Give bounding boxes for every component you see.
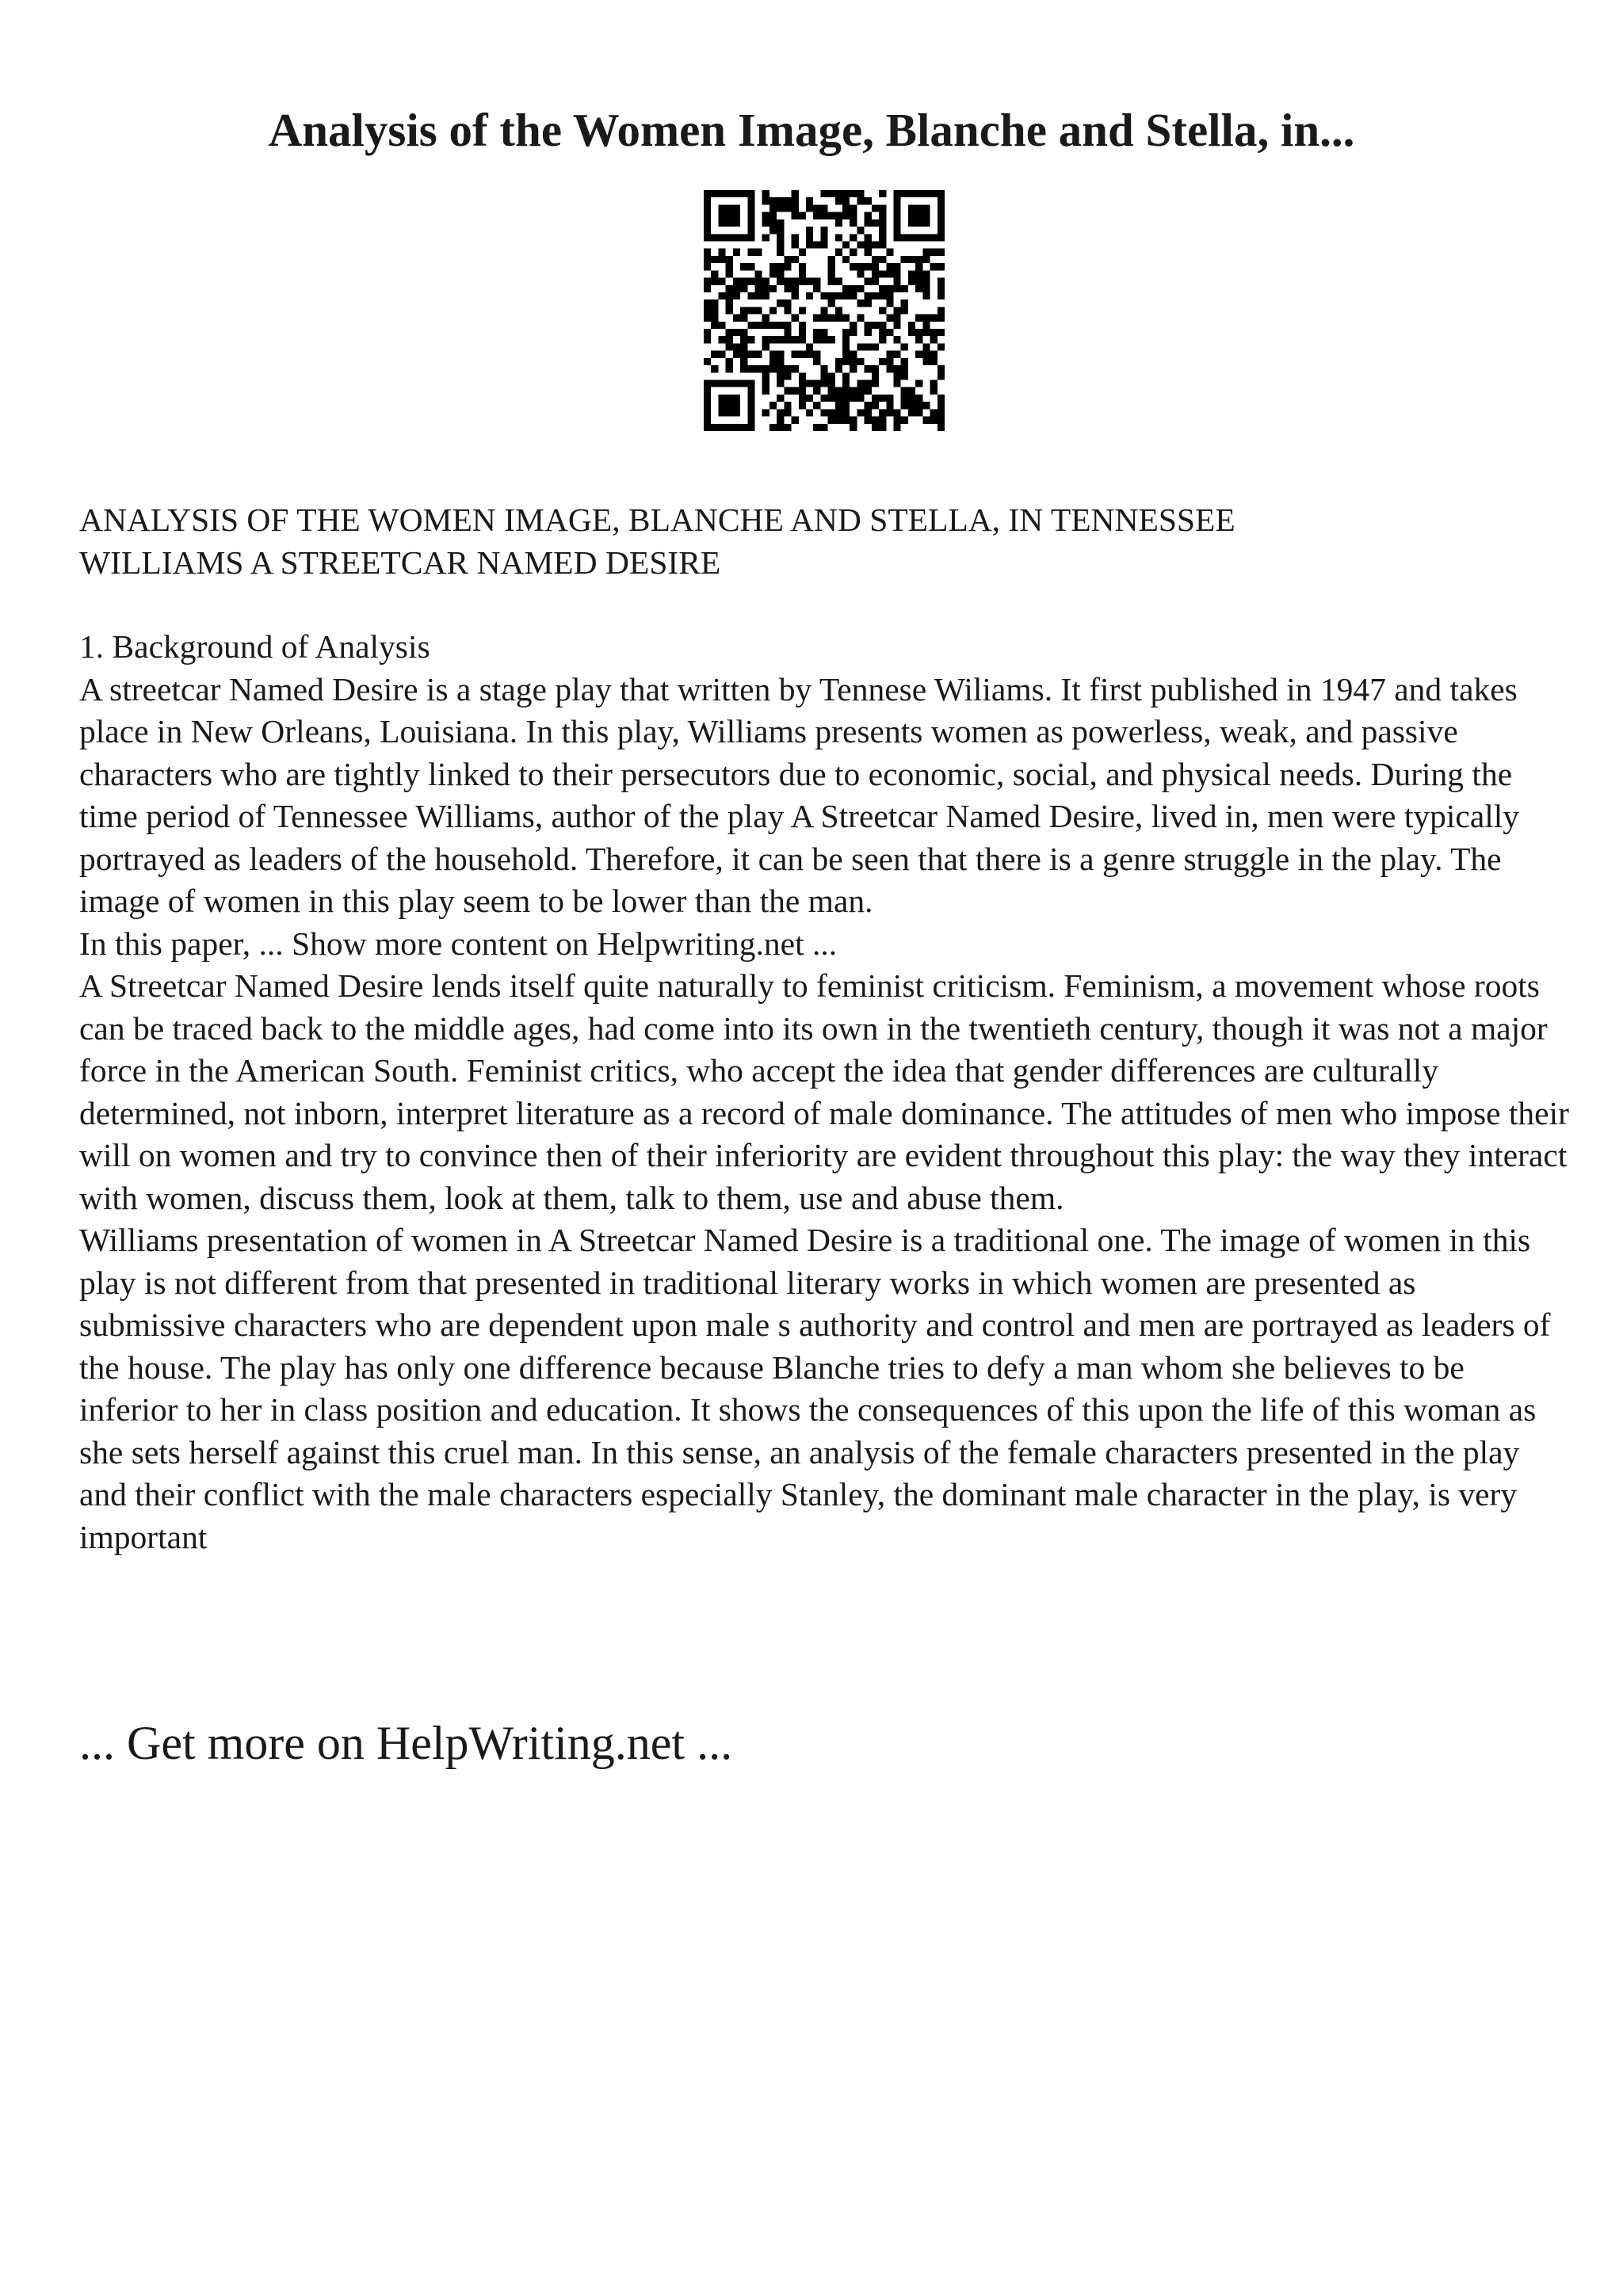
document-heading-line-2: WILLIAMS A STREETCAR NAMED DESIRE [79, 543, 721, 581]
document-body [79, 499, 1569, 1558]
qr-code-icon[interactable] [704, 190, 945, 431]
paragraph-feminist-criticism: A Streetcar Named Desire lends itself quite naturally to feminist criticism. Feminism, a movement whose roots can be traced back to the middle ages, had come into its own in the twentieth century, though it was not a major force in the American South. Feminist critics, who accept the idea that gender differences are culturally determined, not inborn, interpret literature as a record of male dominance. The attitudes of men who impose their will on women and try to convince then of their inferiority are evident throughout this play: the way they interact with women, discuss them, look at them, talk to them, use and abuse them. [79, 967, 1569, 1216]
get-more-link[interactable]: ... Get more on HelpWriting.net ... [79, 1717, 733, 1769]
document-title: Analysis of the Women Image, Blanche and Stella, in... [268, 104, 1355, 156]
document-heading [79, 499, 1569, 584]
show-more-link[interactable]: In this paper, ... Show more content on Helpwriting.net ... [79, 925, 838, 962]
background-section [79, 626, 1569, 1558]
paragraph-presentation-of-women: Williams presentation of women in A Streetcar Named Desire is a traditional one. The image of women in this play is not different from that presented in traditional literary works in which women are presented as submissive characters who are dependent upon male s authority and control and men are portrayed as leaders of the house. The play has only one difference because Blanche tries to defy a man whom she believes to be inferior to her in class position and education. It shows the consequences of this upon the life of this woman as she sets herself against this cruel man. In this sense, an analysis of the female characters presented in the play and their conflict with the male characters especially Stanley, the dominant male character in the play, is very important [79, 1222, 1551, 1555]
section-title: 1. Background of Analysis [79, 628, 430, 665]
paragraph-intro: A streetcar Named Desire is a stage play that written by Tennese Wiliams. It first published in 1947 and takes place in New Orleans, Louisiana. In this play, Williams presents women as powerless, weak, and passive characters who are tightly linked to their persecutors due to economic, social, and physical needs. During the time period of Tennessee Williams, author of the play A Streetcar Named Desire, lived in, men were typically portrayed as leaders of the household. Therefore, it can be seen that there is a genre struggle in the play. The image of women in this play seem to be lower than the man. [79, 670, 1520, 919]
document-heading-line-1: ANALYSIS OF THE WOMEN IMAGE, BLANCHE AND STELLA, IN TENNESSEE [79, 502, 1235, 538]
